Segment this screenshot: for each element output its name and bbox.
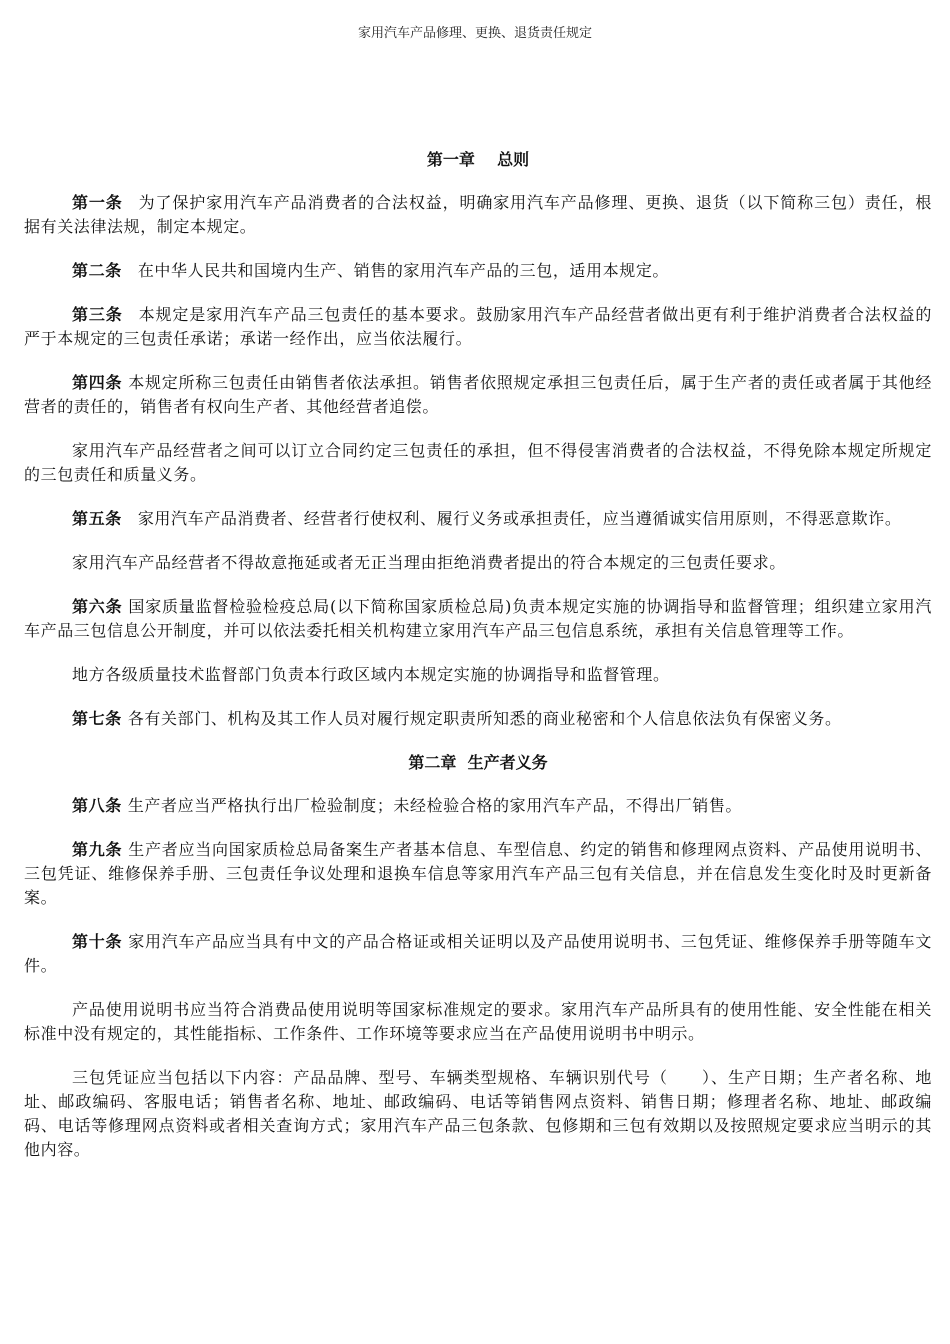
article-text: 家用汽车产品消费者、经营者行使权利、履行义务或承担责任，应当遵循诚实信用原则，不得恶意欺诈。 bbox=[137, 509, 902, 528]
article-label: 第三条 bbox=[72, 305, 123, 324]
paragraph bbox=[24, 1066, 932, 1162]
paragraph-text: 地方各级质量技术监督部门负责本行政区域内本规定实施的协调指导和监督管理。 bbox=[72, 665, 670, 684]
article-10 bbox=[24, 930, 932, 978]
article-text: 在中华人民共和国境内生产、销售的家用汽车产品的三包，适用本规定。 bbox=[137, 261, 670, 280]
paragraph-text: 三包凭证应当包括以下内容：产品品牌、型号、车辆类型规格、车辆识别代号（ ）、生产日期；生产者名称、地址、邮政编码、客服电话；销售者名称、地址、邮政编码、电话等销售网点资料、销售日期；修理者名称、地址、邮政编码、电话等修理网点资料或者相关查询方式；家用汽车产品三包条款、包修期和三包有效期以及按照规定要求应当明示的其他内容。 bbox=[24, 1068, 932, 1159]
article-1 bbox=[24, 191, 932, 239]
article-text: 家用汽车产品应当具有中文的产品合格证或相关证明以及产品使用说明书、三包凭证、维修保养手册等随车文件。 bbox=[24, 932, 932, 975]
paragraph bbox=[24, 998, 932, 1046]
article-text: 各有关部门、机构及其工作人员对履行规定职责所知悉的商业秘密和个人信息依法负有保密义务。 bbox=[127, 709, 842, 728]
document-title: 家用汽车产品修理、更换、退货责任规定 bbox=[357, 26, 592, 41]
running-header bbox=[0, 22, 950, 41]
chapter-title: 第一章 总则 bbox=[426, 150, 530, 169]
paragraph-text: 家用汽车产品经营者之间可以订立合同约定三包责任的承担，但不得侵害消费者的合法权益，不得免除本规定所规定的三包责任和质量义务。 bbox=[24, 441, 932, 484]
article-label: 第七条 bbox=[72, 709, 122, 728]
article-label: 第五条 bbox=[72, 509, 122, 528]
article-label: 第九条 bbox=[72, 840, 123, 859]
article-label: 第十条 bbox=[72, 932, 123, 951]
article-6 bbox=[24, 595, 932, 643]
article-4 bbox=[24, 371, 932, 419]
article-text: 国家质量监督检验检疫总局(以下简称国家质检总局)负责本规定实施的协调指导和监督管理；组织建立家用汽车产品三包信息公开制度，并可以依法委托相关机构建立家用汽车产品三包信息系统，承担有关信息管理等工作。 bbox=[24, 597, 932, 640]
chapter-title: 第二章 生产者义务 bbox=[408, 753, 548, 772]
article-text: 为了保护家用汽车产品消费者的合法权益，明确家用汽车产品修理、更换、退货（以下简称三包）责任，根据有关法律法规，制定本规定。 bbox=[24, 193, 932, 236]
article-text: 本规定所称三包责任由销售者依法承担。销售者依照规定承担三包责任后，属于生产者的责任或者属于其他经营者的责任的，销售者有权向生产者、其他经营者追偿。 bbox=[24, 373, 932, 416]
document-body bbox=[24, 148, 932, 1182]
article-text: 生产者应当严格执行出厂检验制度；未经检验合格的家用汽车产品，不得出厂销售。 bbox=[127, 796, 743, 815]
article-label: 第八条 bbox=[72, 796, 122, 815]
paragraph-text: 家用汽车产品经营者不得故意拖延或者无正当理由拒绝消费者提出的符合本规定的三包责任要求。 bbox=[72, 553, 786, 572]
paragraph-text: 产品使用说明书应当符合消费品使用说明等国家标准规定的要求。家用汽车产品所具有的使用性能、安全性能在相关标准中没有规定的，其性能指标、工作条件、工作环境等要求应当在产品使用说明书中明示。 bbox=[24, 1000, 932, 1043]
article-3 bbox=[24, 303, 932, 351]
paragraph bbox=[24, 663, 932, 687]
article-5 bbox=[24, 507, 932, 531]
article-8 bbox=[24, 794, 932, 818]
article-label: 第四条 bbox=[72, 373, 123, 392]
paragraph bbox=[24, 439, 932, 487]
article-label: 第一条 bbox=[72, 193, 123, 212]
article-label: 第六条 bbox=[72, 597, 123, 616]
article-9 bbox=[24, 838, 932, 910]
paragraph bbox=[24, 551, 932, 575]
article-label: 第二条 bbox=[72, 261, 122, 280]
article-2 bbox=[24, 259, 932, 283]
article-7 bbox=[24, 707, 932, 731]
article-text: 生产者应当向国家质检总局备案生产者基本信息、车型信息、约定的销售和修理网点资料、产品使用说明书、三包凭证、维修保养手册、三包责任争议处理和退换车信息等家用汽车产品三包有关信息，并在信息发生变化时及时更新备案。 bbox=[24, 840, 932, 907]
article-text: 本规定是家用汽车产品三包责任的基本要求。鼓励家用汽车产品经营者做出更有利于维护消费者合法权益的严于本规定的三包责任承诺；承诺一经作出，应当依法履行。 bbox=[24, 305, 932, 348]
